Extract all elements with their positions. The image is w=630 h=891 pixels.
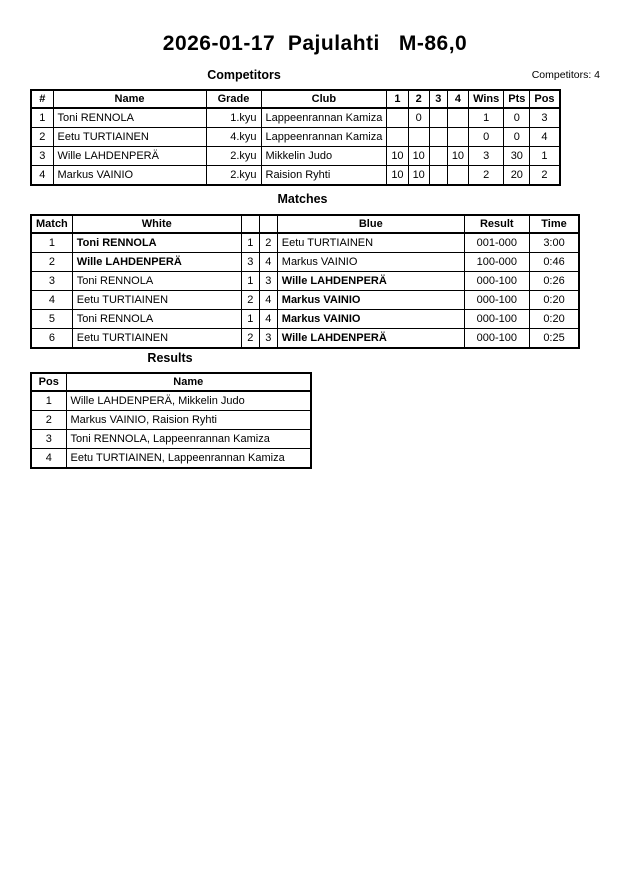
result-name: Markus VAINIO, Raision Ryhti bbox=[66, 411, 311, 430]
matches-header-row bbox=[31, 215, 579, 233]
results-heading: Results bbox=[147, 351, 193, 365]
header-blue-num bbox=[259, 215, 277, 233]
matches-table bbox=[30, 214, 580, 349]
blue-name: Wille LAHDENPERÄ bbox=[277, 272, 464, 291]
header-result: Result bbox=[464, 215, 529, 233]
result-row bbox=[31, 430, 311, 449]
competitors-header-row bbox=[31, 90, 560, 108]
competitor-num: 1 bbox=[31, 108, 53, 128]
competitor-name: Markus VAINIO bbox=[53, 166, 206, 186]
blue-name: Wille LAHDENPERÄ bbox=[277, 329, 464, 349]
score-cell bbox=[429, 147, 447, 166]
white-name: Toni RENNOLA bbox=[72, 272, 241, 291]
competitor-club: Lappeenrannan Kamiza bbox=[261, 108, 387, 128]
score-cell: 10 bbox=[387, 166, 408, 186]
score-cell bbox=[447, 128, 468, 147]
result-row bbox=[31, 411, 311, 430]
competitor-num: 2 bbox=[31, 128, 53, 147]
header-blue: Blue bbox=[277, 215, 464, 233]
score-cell bbox=[447, 166, 468, 186]
white-pos: 2 bbox=[241, 329, 259, 349]
competitor-grade: 1.kyu bbox=[206, 108, 261, 128]
result-pos: 1 bbox=[31, 391, 66, 411]
blue-pos: 4 bbox=[259, 291, 277, 310]
match-row bbox=[31, 272, 579, 291]
score-cell bbox=[387, 128, 408, 147]
match-time: 0:26 bbox=[529, 272, 579, 291]
competitors-table bbox=[30, 89, 561, 186]
match-time: 0:20 bbox=[529, 291, 579, 310]
match-row bbox=[31, 291, 579, 310]
white-pos: 1 bbox=[241, 310, 259, 329]
score-cell: 0 bbox=[408, 108, 429, 128]
competitor-pos: 2 bbox=[530, 166, 560, 186]
competitor-name: Eetu TURTIAINEN bbox=[53, 128, 206, 147]
white-name: Toni RENNOLA bbox=[72, 310, 241, 329]
result-name: Wille LAHDENPERÄ, Mikkelin Judo bbox=[66, 391, 311, 411]
competitor-num: 3 bbox=[31, 147, 53, 166]
results-header-row bbox=[31, 373, 311, 391]
match-number: 4 bbox=[31, 291, 72, 310]
header-white-num bbox=[241, 215, 259, 233]
competitor-grade: 4.kyu bbox=[206, 128, 261, 147]
competitor-pos: 3 bbox=[530, 108, 560, 128]
blue-name: Markus VAINIO bbox=[277, 253, 464, 272]
white-pos: 3 bbox=[241, 253, 259, 272]
competitors-count: Competitors: 4 bbox=[531, 69, 600, 81]
header-time: Time bbox=[529, 215, 579, 233]
blue-pos: 4 bbox=[259, 253, 277, 272]
match-row bbox=[31, 253, 579, 272]
result-row bbox=[31, 391, 311, 411]
match-time: 3:00 bbox=[529, 233, 579, 253]
match-number: 5 bbox=[31, 310, 72, 329]
white-pos: 2 bbox=[241, 291, 259, 310]
competitor-pts: 0 bbox=[504, 128, 530, 147]
result-name: Toni RENNOLA, Lappeenrannan Kamiza bbox=[66, 430, 311, 449]
score-cell: 10 bbox=[447, 147, 468, 166]
score-cell: 10 bbox=[408, 147, 429, 166]
blue-pos: 3 bbox=[259, 272, 277, 291]
header-wins: Wins bbox=[469, 90, 504, 108]
white-name: Eetu TURTIAINEN bbox=[72, 291, 241, 310]
match-time: 0:20 bbox=[529, 310, 579, 329]
competitor-club: Lappeenrannan Kamiza bbox=[261, 128, 387, 147]
competitor-grade: 2.kyu bbox=[206, 166, 261, 186]
header-pos: Pos bbox=[530, 90, 560, 108]
blue-pos: 4 bbox=[259, 310, 277, 329]
header-opp4: 4 bbox=[447, 90, 468, 108]
blue-name: Markus VAINIO bbox=[277, 291, 464, 310]
blue-name: Eetu TURTIAINEN bbox=[277, 233, 464, 253]
match-number: 2 bbox=[31, 253, 72, 272]
white-name: Toni RENNOLA bbox=[72, 233, 241, 253]
result-name: Eetu TURTIAINEN, Lappeenrannan Kamiza bbox=[66, 449, 311, 469]
white-name: Eetu TURTIAINEN bbox=[72, 329, 241, 349]
match-row bbox=[31, 329, 579, 349]
header-num: # bbox=[31, 90, 53, 108]
competitors-heading: Competitors bbox=[207, 68, 281, 82]
competitor-name: Toni RENNOLA bbox=[53, 108, 206, 128]
competitor-wins: 3 bbox=[469, 147, 504, 166]
competitor-row bbox=[31, 128, 560, 147]
white-name: Wille LAHDENPERÄ bbox=[72, 253, 241, 272]
competitor-name: Wille LAHDENPERÄ bbox=[53, 147, 206, 166]
results-table bbox=[30, 372, 312, 469]
blue-pos: 2 bbox=[259, 233, 277, 253]
score-cell bbox=[429, 108, 447, 128]
competitor-club: Mikkelin Judo bbox=[261, 147, 387, 166]
header-name: Name bbox=[53, 90, 206, 108]
match-result: 001-000 bbox=[464, 233, 529, 253]
competitor-row bbox=[31, 108, 560, 128]
result-row bbox=[31, 449, 311, 469]
match-result: 000-100 bbox=[464, 329, 529, 349]
competitor-pts: 20 bbox=[504, 166, 530, 186]
header-pos: Pos bbox=[31, 373, 66, 391]
matches-heading: Matches bbox=[277, 192, 328, 206]
header-name: Name bbox=[66, 373, 311, 391]
blue-name: Markus VAINIO bbox=[277, 310, 464, 329]
competitor-wins: 0 bbox=[469, 128, 504, 147]
score-cell: 10 bbox=[387, 147, 408, 166]
header-club: Club bbox=[261, 90, 387, 108]
match-time: 0:46 bbox=[529, 253, 579, 272]
competitor-grade: 2.kyu bbox=[206, 147, 261, 166]
white-pos: 1 bbox=[241, 233, 259, 253]
score-cell: 10 bbox=[408, 166, 429, 186]
match-result: 000-100 bbox=[464, 291, 529, 310]
match-time: 0:25 bbox=[529, 329, 579, 349]
score-cell bbox=[429, 128, 447, 147]
match-result: 100-000 bbox=[464, 253, 529, 272]
match-row bbox=[31, 233, 579, 253]
match-number: 6 bbox=[31, 329, 72, 349]
match-number: 1 bbox=[31, 233, 72, 253]
white-pos: 1 bbox=[241, 272, 259, 291]
header-white: White bbox=[72, 215, 241, 233]
result-pos: 4 bbox=[31, 449, 66, 469]
header-opp2: 2 bbox=[408, 90, 429, 108]
score-cell bbox=[387, 108, 408, 128]
score-cell bbox=[447, 108, 468, 128]
result-pos: 2 bbox=[31, 411, 66, 430]
header-pts: Pts bbox=[504, 90, 530, 108]
score-cell bbox=[429, 166, 447, 186]
result-pos: 3 bbox=[31, 430, 66, 449]
match-row bbox=[31, 310, 579, 329]
competitor-pts: 0 bbox=[504, 108, 530, 128]
score-cell bbox=[408, 128, 429, 147]
competitor-pts: 30 bbox=[504, 147, 530, 166]
match-result: 000-100 bbox=[464, 310, 529, 329]
competitor-wins: 2 bbox=[469, 166, 504, 186]
header-opp1: 1 bbox=[387, 90, 408, 108]
match-result: 000-100 bbox=[464, 272, 529, 291]
competitor-row bbox=[31, 166, 560, 186]
match-number: 3 bbox=[31, 272, 72, 291]
competitor-wins: 1 bbox=[469, 108, 504, 128]
header-opp3: 3 bbox=[429, 90, 447, 108]
competitor-pos: 1 bbox=[530, 147, 560, 166]
header-grade: Grade bbox=[206, 90, 261, 108]
header-match: Match bbox=[31, 215, 72, 233]
competitor-num: 4 bbox=[31, 166, 53, 186]
competitor-club: Raision Ryhti bbox=[261, 166, 387, 186]
tournament-title: 2026-01-17 Pajulahti M-86,0 bbox=[162, 32, 468, 55]
competitor-row bbox=[31, 147, 560, 166]
competitor-pos: 4 bbox=[530, 128, 560, 147]
blue-pos: 3 bbox=[259, 329, 277, 349]
